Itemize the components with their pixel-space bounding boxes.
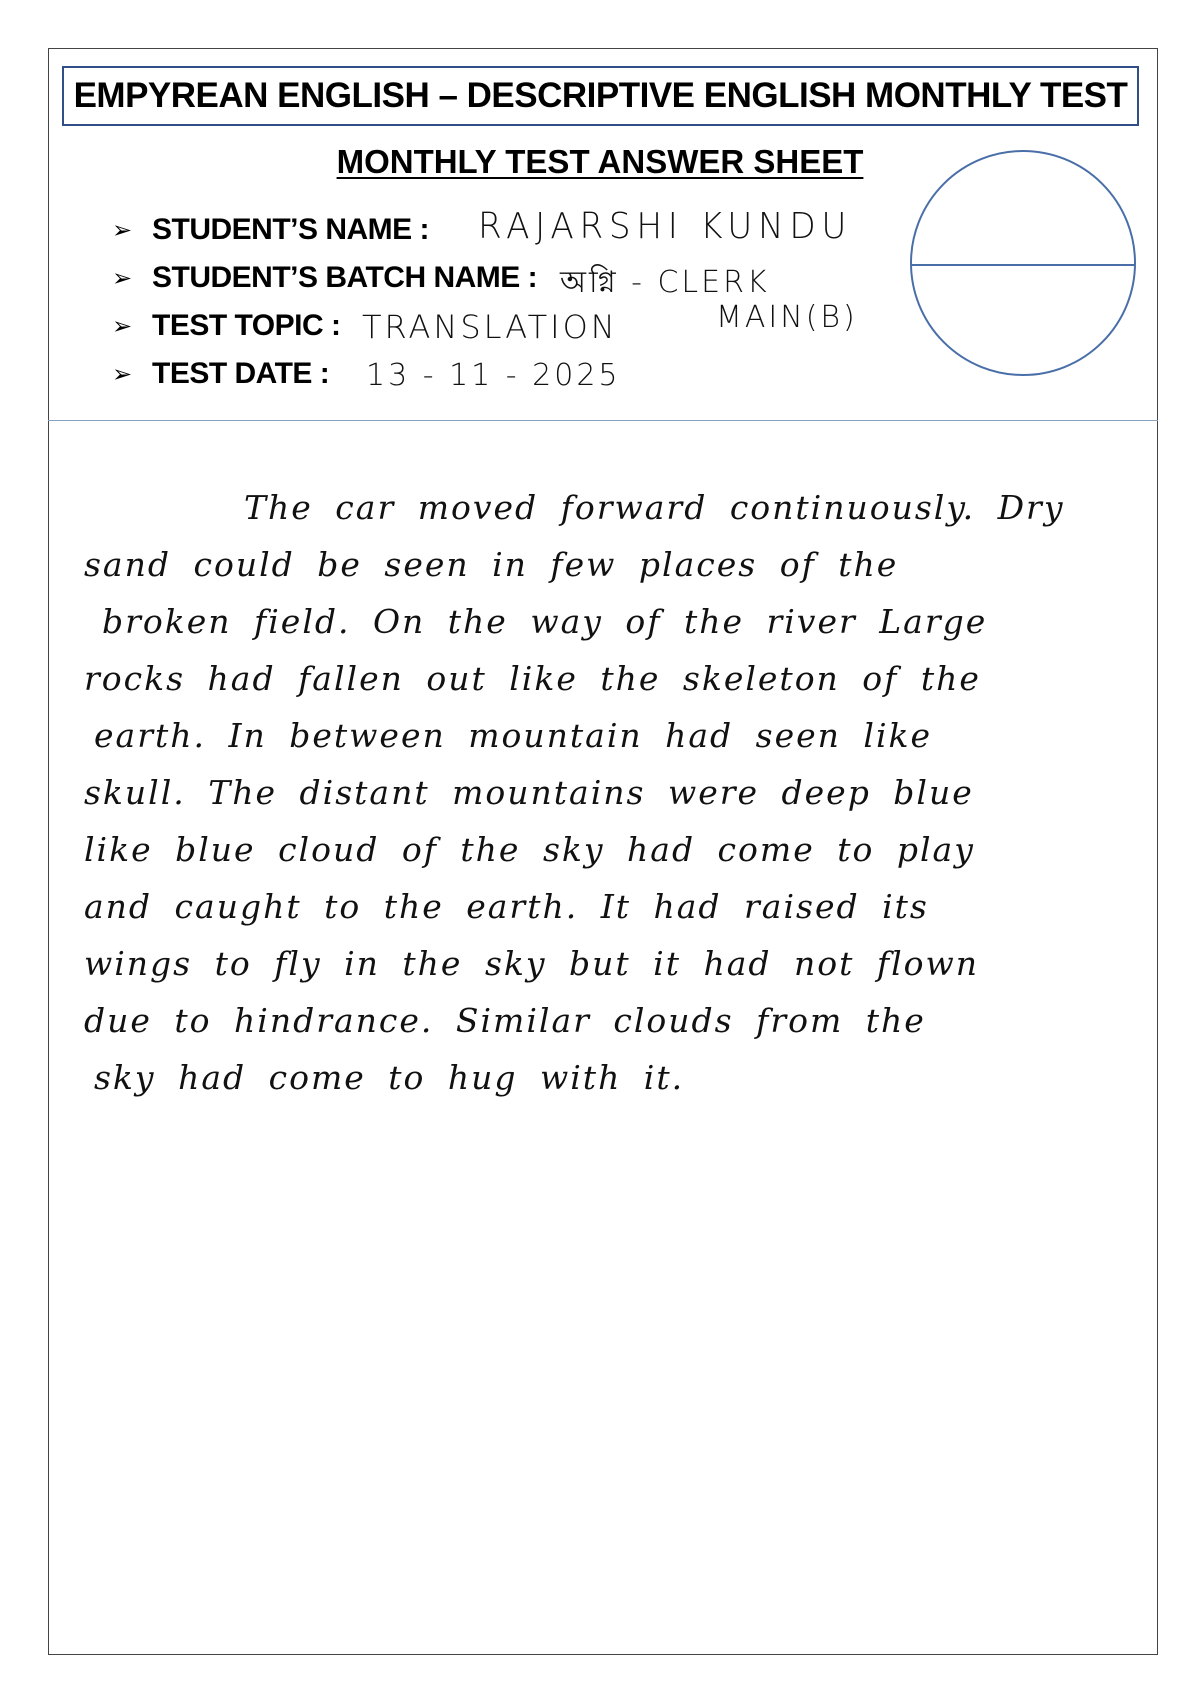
answer-line: sky had come to hug with it.: [94, 1058, 685, 1097]
header-divider: [48, 420, 1158, 421]
student-name-row: [112, 206, 537, 254]
answer-line: The car moved forward continuously. Dry: [244, 488, 1065, 527]
answer-line: sand could be seen in few places of the: [84, 545, 899, 584]
marks-circle: [910, 150, 1136, 376]
test-date-label: TEST DATE :: [152, 357, 330, 390]
answer-line: due to hindrance. Similar clouds from the: [84, 1001, 926, 1040]
answer-line: broken field. On the way of the river Large: [102, 602, 988, 641]
answer-line: skull. The distant mountains were deep blue: [84, 773, 974, 812]
page-title: EMPYREAN ENGLISH – DESCRIPTIVE ENGLISH MONTHLY TEST: [73, 76, 1128, 115]
test-topic-label: TEST TOPIC :: [152, 309, 341, 342]
answer-line: rocks had fallen out like the skeleton of the: [84, 659, 981, 698]
test-date-value: 13 - 11 - 2025: [366, 358, 621, 393]
arrow-bullet-icon: ➢: [112, 360, 133, 388]
answer-sheet-heading-text: MONTHLY TEST ANSWER SHEET: [336, 143, 864, 180]
student-name-label: STUDENT’S NAME :: [152, 213, 429, 246]
test-topic-value: TRANSLATION: [362, 308, 618, 346]
arrow-bullet-icon: ➢: [112, 216, 133, 244]
answer-line: and caught to the earth. It had raised its: [84, 887, 929, 926]
marks-circle-divider: [912, 264, 1134, 266]
answer-line: like blue cloud of the sky had come to play: [84, 830, 975, 869]
batch-name-label: STUDENT’S BATCH NAME :: [152, 261, 538, 294]
batch-name-value: অগ্নি - CLERK: [560, 265, 770, 300]
batch-name-value-line2: MAIN(B): [716, 300, 858, 335]
answer-line: earth. In between mountain had seen like: [94, 716, 933, 755]
answer-line: wings to fly in the sky but it had not flown: [84, 944, 980, 983]
batch-name-row: [112, 254, 537, 302]
title-box: [62, 66, 1139, 126]
arrow-bullet-icon: ➢: [112, 312, 133, 340]
handwritten-answer: [84, 488, 1144, 1115]
arrow-bullet-icon: ➢: [112, 264, 133, 292]
student-name-value: RAJARSHI KUNDU: [478, 206, 853, 247]
